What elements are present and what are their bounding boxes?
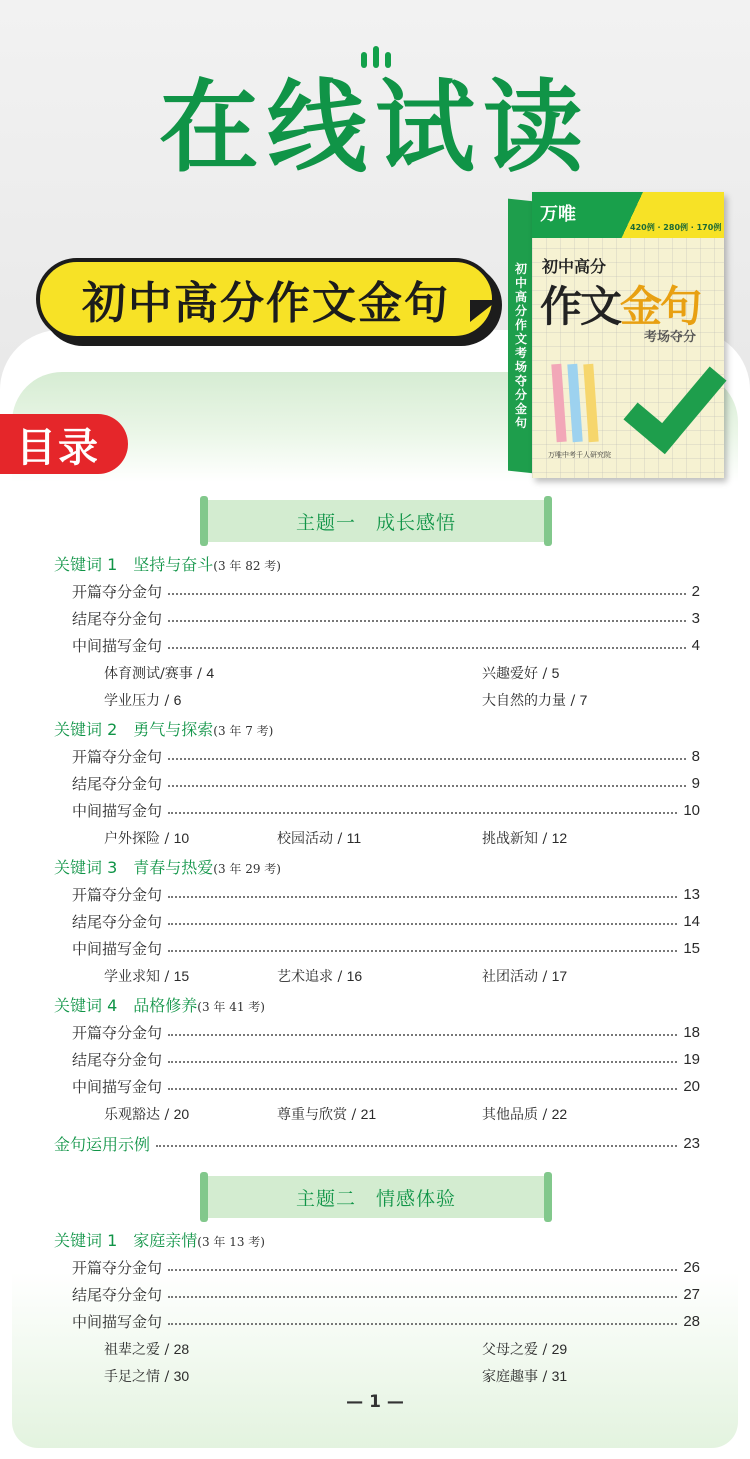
sub-entry[interactable] <box>482 1339 567 1359</box>
sub-entry-page: 30 <box>173 1368 190 1384</box>
keyword-title: 关键词 2 勇气与探索 <box>54 720 214 739</box>
sub-entry[interactable] <box>482 690 587 710</box>
sub-entry-page: 31 <box>551 1368 568 1384</box>
sub-entry-label: 体育测试/赛事 / <box>104 666 207 682</box>
pill-tail <box>470 300 498 322</box>
sub-entry-page: 17 <box>551 968 568 984</box>
sub-entry-label: 社团活动 / <box>482 969 552 985</box>
sub-entry[interactable] <box>482 828 567 848</box>
sub-entry-page: 4 <box>206 665 215 681</box>
toc-row[interactable] <box>72 772 700 794</box>
sub-entry-label: 尊重与欣赏 / <box>277 1107 361 1123</box>
pencil-icon <box>551 364 566 443</box>
toc-row-label: 结尾夺分金句 <box>72 774 163 793</box>
toc-row-label: 开篇夺分金句 <box>72 582 163 601</box>
sub-entry-label: 大自然的力量 / <box>482 693 580 709</box>
book-title-gold: 金句 <box>620 282 701 331</box>
sub-entry-page: 6 <box>173 692 182 708</box>
sub-entry-page: 12 <box>551 830 568 846</box>
toc-row-page: 4 <box>691 636 700 654</box>
toc-row[interactable] <box>72 1021 700 1043</box>
leader-dots <box>168 1269 677 1271</box>
toc-row[interactable] <box>72 745 700 767</box>
sub-entry-page: 15 <box>173 968 190 984</box>
book-series: 初中高分 <box>542 257 607 276</box>
sub-entry-label: 乐观豁达 / <box>104 1107 174 1123</box>
toc-row-page: 28 <box>683 1312 700 1330</box>
toc-row-label: 中间描写金句 <box>72 1077 163 1096</box>
theme2-banner: 主题二 情感体验 <box>204 1176 548 1218</box>
sub-entry-label: 学业求知 / <box>104 969 174 985</box>
sub-entry-label: 校园活动 / <box>277 831 347 847</box>
book-tagline: 考场夺分 <box>644 330 697 345</box>
book-stats: 420例 · 280例 · 170例 <box>630 223 722 232</box>
toc-row-label: 结尾夺分金句 <box>72 1285 163 1304</box>
sub-entry[interactable] <box>482 966 567 986</box>
sub-entry[interactable] <box>104 690 181 710</box>
toc-row[interactable] <box>72 634 700 656</box>
sub-entry-page: 28 <box>173 1341 190 1357</box>
sub-entry-page: 21 <box>360 1106 377 1122</box>
page-number: — 1 — <box>346 1392 404 1412</box>
book-spine-text: 初中高分作文考场夺分金句 <box>514 262 527 430</box>
toc-row[interactable] <box>72 799 700 821</box>
book-brand: 万唯 <box>540 204 576 225</box>
book-title-pill <box>36 258 496 340</box>
leader-dots <box>168 620 686 622</box>
toc-row[interactable] <box>72 937 700 959</box>
keyword-title: 关键词 1 坚持与奋斗 <box>54 555 214 574</box>
leader-dots <box>168 1061 677 1063</box>
toc-row-page: 13 <box>683 885 700 903</box>
spark-decoration-icon <box>359 44 393 68</box>
keyword-note: (3 年 13 考) <box>197 1235 265 1249</box>
sub-entry[interactable] <box>277 828 361 848</box>
book-main-title <box>540 274 700 334</box>
sub-entry-page: 11 <box>346 830 362 846</box>
sub-entry-label: 兴趣爱好 / <box>482 666 552 682</box>
leader-dots <box>168 1034 677 1036</box>
toc-row[interactable] <box>72 1048 700 1070</box>
sub-entry[interactable] <box>482 663 559 683</box>
toc-row-page: 23 <box>683 1134 700 1152</box>
sub-entry[interactable] <box>104 663 214 683</box>
sub-entry[interactable] <box>104 1339 189 1359</box>
book-cover <box>508 192 724 478</box>
leader-dots <box>168 812 677 814</box>
toc-row-page: 26 <box>683 1258 700 1276</box>
leader-dots <box>168 1323 677 1325</box>
book-front <box>532 192 724 478</box>
toc-row[interactable] <box>72 883 700 905</box>
toc-row-label: 中间描写金句 <box>72 801 163 820</box>
leader-dots <box>168 785 686 787</box>
sub-entry[interactable] <box>482 1104 567 1124</box>
sub-entry-page: 7 <box>579 692 588 708</box>
leader-dots <box>168 593 686 595</box>
toc-row-page: 10 <box>683 801 700 819</box>
toc-row-label: 结尾夺分金句 <box>72 1050 163 1069</box>
toc-row-page: 14 <box>683 912 700 930</box>
theme1-banner: 主题一 成长感悟 <box>204 500 548 542</box>
toc-row[interactable] <box>72 580 700 602</box>
book-publisher: 万唯中考千人研究院 <box>548 451 611 459</box>
sub-entry-page: 29 <box>551 1341 568 1357</box>
toc-row[interactable] <box>72 1256 700 1278</box>
toc-row[interactable] <box>72 1310 700 1332</box>
sub-entry-label: 祖辈之爱 / <box>104 1342 174 1358</box>
sub-entry-label: 户外探险 / <box>104 831 174 847</box>
leader-dots <box>168 1088 677 1090</box>
sub-entry-page: 16 <box>346 968 363 984</box>
toc-row[interactable] <box>72 1075 700 1097</box>
sub-entry[interactable] <box>104 966 189 986</box>
pencil-icon <box>583 364 598 443</box>
checkmark-icon <box>623 346 726 454</box>
sub-entry-label: 学业压力 / <box>104 693 174 709</box>
keyword-heading <box>54 855 281 878</box>
sub-entry[interactable] <box>277 1104 376 1124</box>
toc-row-label: 结尾夺分金句 <box>72 912 163 931</box>
toc-row-page: 19 <box>683 1050 700 1068</box>
sub-entry-label: 艺术追求 / <box>277 969 347 985</box>
keyword-heading <box>54 1228 265 1251</box>
toc-row-page: 2 <box>691 582 700 600</box>
sub-entry-label: 父母之爱 / <box>482 1342 552 1358</box>
toc-row[interactable] <box>72 910 700 932</box>
sub-entry-page: 22 <box>551 1106 568 1122</box>
leader-dots <box>168 647 686 649</box>
sub-entry[interactable] <box>277 966 362 986</box>
keyword-title: 关键词 1 家庭亲情 <box>54 1231 198 1250</box>
book-title-black: 作文 <box>540 282 621 331</box>
sub-entry[interactable] <box>104 828 189 848</box>
keyword-note: (3 年 29 考) <box>213 862 281 876</box>
toc-row-label: 结尾夺分金句 <box>72 609 163 628</box>
sub-entry-page: 10 <box>173 830 190 846</box>
toc-row-page: 15 <box>683 939 700 957</box>
toc-row-label: 开篇夺分金句 <box>72 1023 163 1042</box>
sub-entry[interactable] <box>482 1366 567 1386</box>
keyword-heading <box>54 993 265 1016</box>
toc-row[interactable] <box>72 607 700 629</box>
toc-row[interactable] <box>72 1283 700 1305</box>
leader-dots <box>168 1296 677 1298</box>
toc-row-label: 中间描写金句 <box>72 939 163 958</box>
toc-row-page: 3 <box>691 609 700 627</box>
sub-entry-label: 家庭趣事 / <box>482 1369 552 1385</box>
toc-row-label: 开篇夺分金句 <box>72 1258 163 1277</box>
keyword-note: (3 年 82 考) <box>213 559 281 573</box>
book-title: 初中高分作文金句 <box>82 278 450 329</box>
toc-row-label: 金句运用示例 <box>54 1134 151 1154</box>
sub-entry-label: 其他品质 / <box>482 1107 552 1123</box>
toc-row-page: 8 <box>691 747 700 765</box>
toc-row-page: 27 <box>683 1285 700 1303</box>
toc-label: 目录 <box>0 414 128 474</box>
sub-entry-label: 挑战新知 / <box>482 831 552 847</box>
keyword-title: 关键词 4 品格修养 <box>54 996 198 1015</box>
leader-dots <box>168 896 677 898</box>
keyword-heading <box>54 717 273 740</box>
keyword-note: (3 年 7 考) <box>213 724 274 738</box>
toc-row-label: 开篇夺分金句 <box>72 885 163 904</box>
toc-row-example[interactable] <box>54 1132 700 1154</box>
sub-entry-label: 手足之情 / <box>104 1369 174 1385</box>
toc-row-page: 20 <box>683 1077 700 1095</box>
keyword-heading <box>54 552 281 575</box>
toc-row-page: 9 <box>691 774 700 792</box>
leader-dots <box>168 950 677 952</box>
toc-row-page: 18 <box>683 1023 700 1041</box>
keyword-note: (3 年 41 考) <box>197 1000 265 1014</box>
sub-entry-page: 20 <box>173 1106 190 1122</box>
sub-entry-page: 5 <box>551 665 560 681</box>
toc-row-label: 开篇夺分金句 <box>72 747 163 766</box>
sub-entry[interactable] <box>104 1104 189 1124</box>
headline: 在线试读 <box>159 69 591 186</box>
keyword-title: 关键词 3 青春与热爱 <box>54 858 214 877</box>
pencil-icon <box>567 364 582 443</box>
leader-dots <box>168 758 686 760</box>
toc-row-label: 中间描写金句 <box>72 1312 163 1331</box>
leader-dots <box>156 1145 677 1147</box>
leader-dots <box>168 923 677 925</box>
sub-entry[interactable] <box>104 1366 189 1386</box>
toc-row-label: 中间描写金句 <box>72 636 163 655</box>
